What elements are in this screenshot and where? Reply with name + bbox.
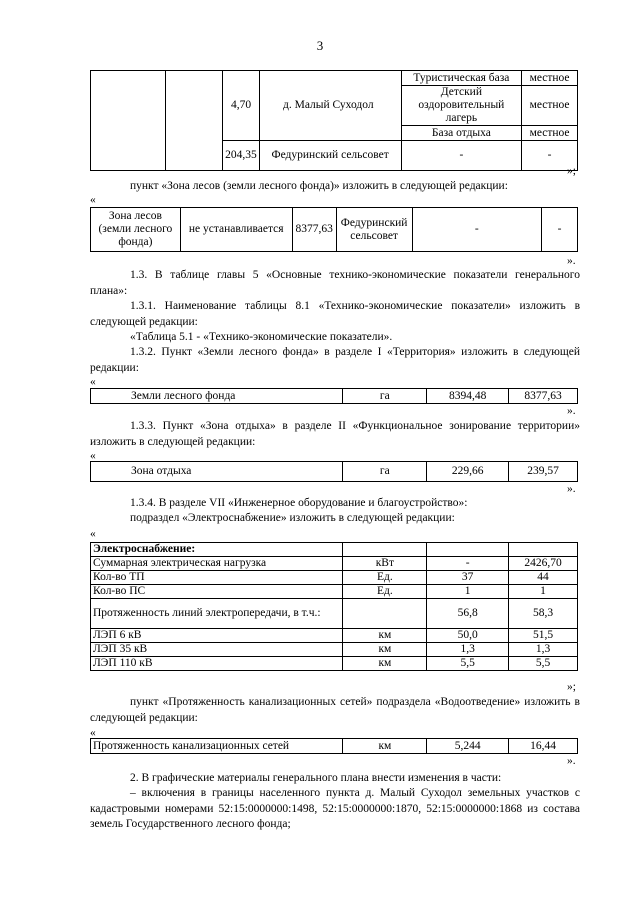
table-cell: км bbox=[343, 643, 427, 657]
table-cell: 50,0 bbox=[427, 629, 509, 643]
table-cell: 1 bbox=[427, 585, 509, 599]
table-cell: местное bbox=[522, 71, 578, 86]
table-cell: га bbox=[343, 389, 427, 404]
paragraph-1-3: 1.3. В таблице главы 5 «Основные технико-экономические показатели генерального плана»: bbox=[90, 269, 580, 297]
table-cell: - bbox=[427, 557, 509, 571]
table-cell bbox=[343, 599, 427, 629]
quote-open: « bbox=[90, 194, 96, 206]
table-cell: кВт bbox=[343, 557, 427, 571]
table-cell: 2426,70 bbox=[509, 557, 578, 571]
table-cell: ЛЭП 6 кВ bbox=[91, 629, 343, 643]
paragraph-1-3-2: 1.3.2. Пункт «Земли лесного фонда» в разделе I «Территория» изложить в следующей редакции: bbox=[90, 346, 580, 374]
table-cell: Земли лесного фонда bbox=[91, 389, 343, 404]
quote-open: « bbox=[90, 528, 96, 540]
paragraph-2: 2. В графические материалы генерального плана внести изменения в части: bbox=[130, 772, 502, 784]
table-cell: Ед. bbox=[343, 585, 427, 599]
table-cell: Кол-во ПС bbox=[91, 585, 343, 599]
quote-close: »; bbox=[567, 681, 576, 693]
table-cell: Туристическая база bbox=[401, 71, 522, 86]
table-cell: - bbox=[412, 208, 541, 252]
table-cell: - bbox=[522, 141, 578, 171]
table-cell: ЛЭП 35 кВ bbox=[91, 643, 343, 657]
table-cell: 51,5 bbox=[509, 629, 578, 643]
quote-close: »; bbox=[567, 165, 576, 177]
quote-close: ». bbox=[567, 255, 576, 267]
quote-close: ». bbox=[567, 405, 576, 417]
table-cell: не устанавливается bbox=[180, 208, 292, 252]
quote-open: « bbox=[90, 376, 96, 388]
paragraph-1-3-1: 1.3.1. Наименование таблицы 8.1 «Технико-экономические показатели» изложить в следующей редакции: bbox=[90, 300, 580, 328]
table-cell: 5,5 bbox=[427, 657, 509, 671]
table-cell: га bbox=[343, 462, 427, 482]
quote-open: « bbox=[90, 727, 96, 739]
table-sewer bbox=[90, 738, 578, 754]
table-cell: 37 bbox=[427, 571, 509, 585]
table-cell: местное bbox=[522, 86, 578, 126]
paragraph-subsection: подраздел «Электроснабжение» изложить в следующей редакции: bbox=[130, 512, 455, 524]
paragraph-2-item: – включения в границы населенного пункта д. Малый Суходол земельных участков с кадастровыми номерами 52:15:0000000:1498, 52:15:0000000:1870, 52:15:0000000:1868 из состава земель Государственного лесного фонда; bbox=[90, 787, 580, 830]
paragraph-sewer: пункт «Протяженность канализационных сетей» подраздела «Водоотведение» изложить в следующей редакции: bbox=[90, 696, 580, 724]
table-recreation-zones bbox=[90, 70, 578, 171]
table-cell: 1,3 bbox=[509, 643, 578, 657]
table-cell: База отдыха bbox=[401, 126, 522, 141]
table-recreation-zone bbox=[90, 461, 578, 482]
paragraph-table-name: «Таблица 5.1 - «Технико-экономические показатели». bbox=[130, 331, 393, 343]
table-cell: 8377,63 bbox=[292, 208, 336, 252]
table-cell: 1,3 bbox=[427, 643, 509, 657]
table-cell: 204,35 bbox=[223, 141, 260, 171]
table-cell: Протяженность линий электропередачи, в т.ч.: bbox=[91, 599, 343, 629]
table-cell: Федуринский сельсовет bbox=[336, 208, 412, 252]
table-cell-area: 4,70 bbox=[231, 99, 252, 111]
paragraph-forest-zone: пункт «Зона лесов (земли лесного фонда)» изложить в следующей редакции: bbox=[130, 180, 508, 192]
table-cell: Кол-во ТП bbox=[91, 571, 343, 585]
table-cell: Ед. bbox=[343, 571, 427, 585]
table-cell: 16,44 bbox=[509, 739, 578, 754]
table-cell: км bbox=[343, 629, 427, 643]
table-cell: Протяженность канализационных сетей bbox=[91, 739, 343, 754]
quote-close: ». bbox=[567, 755, 576, 767]
table-cell: 5,5 bbox=[509, 657, 578, 671]
table-cell: 44 bbox=[509, 571, 578, 585]
page-number: 3 bbox=[316, 38, 324, 53]
table-cell: 56,8 bbox=[427, 599, 509, 629]
table-cell: Зона отдыха bbox=[91, 462, 343, 482]
table-cell: Зона лесов (земли лесного фонда) bbox=[91, 208, 181, 252]
table-cell: местное bbox=[522, 126, 578, 141]
table-cell: км bbox=[343, 657, 427, 671]
table-cell: Детский оздоровительный лагерь bbox=[401, 86, 522, 126]
table-cell: - bbox=[542, 208, 578, 252]
table-forest-land bbox=[90, 388, 578, 404]
table-cell: км bbox=[343, 739, 427, 754]
table-cell: ЛЭП 110 кВ bbox=[91, 657, 343, 671]
paragraph-1-3-4: 1.3.4. В разделе VII «Инженерное оборудование и благоустройство»: bbox=[130, 497, 468, 509]
paragraph-1-3-3: 1.3.3. Пункт «Зона отдыха» в разделе II «Функциональное зонирование территории» изложить в следующей редакции: bbox=[90, 420, 580, 448]
table-cell: 8394,48 bbox=[427, 389, 509, 404]
table-cell: 5,244 bbox=[427, 739, 509, 754]
table-forest-zone bbox=[90, 207, 578, 252]
quote-close: ». bbox=[567, 483, 576, 495]
table-cell: 1 bbox=[509, 585, 578, 599]
table-cell: 8377,63 bbox=[509, 389, 578, 404]
table-cell: - bbox=[401, 141, 522, 171]
table-cell: 239,57 bbox=[509, 462, 578, 482]
table-cell: Федуринский сельсовет bbox=[259, 141, 401, 171]
table-cell: Суммарная электрическая нагрузка bbox=[91, 557, 343, 571]
table-cell-village: д. Малый Суходол bbox=[283, 99, 374, 111]
table-power-supply bbox=[90, 542, 578, 671]
table-cell: 229,66 bbox=[427, 462, 509, 482]
table-header: Электроснабжение: bbox=[91, 543, 343, 557]
quote-open: « bbox=[90, 450, 96, 462]
table-cell: 58,3 bbox=[509, 599, 578, 629]
